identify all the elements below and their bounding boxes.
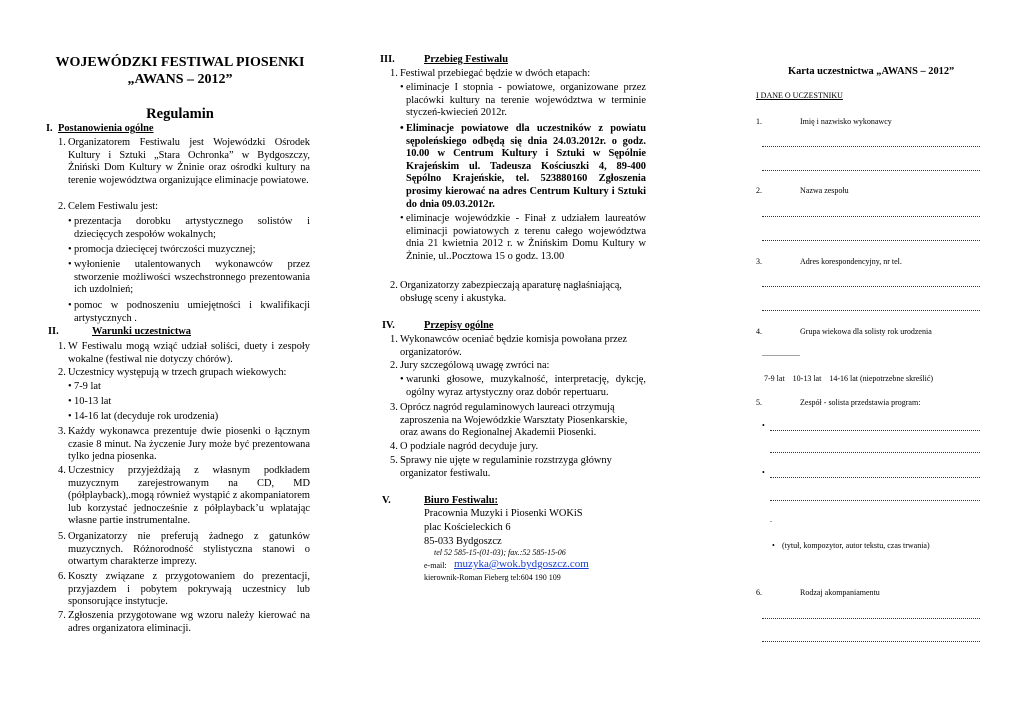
field-label-address: Adres korespondencyjny, nr tel. [800,257,902,266]
festival-title-year: „AWANS – 2012” [127,72,233,87]
list-item: Każdy wykonawca prezentuje dwie piosenki o łącznym czasie 8 minut. Na życzenie Jury może być prezentowana tylko jedna piosenka. [68,426,310,463]
program-input-line-1[interactable] [770,430,980,431]
band-input-line-2[interactable] [762,240,980,241]
list-item: Celem Festiwalu jest: [68,201,159,212]
bullet-item: • warunki głosowe, muzykalność, interpretację, dykcję, ogólny wyraz artystyczny oraz dobór repertuaru. [406,374,646,399]
age-group-item: • 14-16 lat (decyduje rok urodzenia) [74,411,310,424]
section-title: Przebieg Festiwalu [424,54,508,65]
bullet-item: • eliminacje wojewódzkie - Finał z udziałem laureatów eliminacji powiatowych z terenu całego województwa dnia 21 kwietnia 2012 r. w Żnińskim Domu Kultury w Żninie, ul..Pocztowa 15 o godz. 13.00 [406,213,646,263]
list-item: Zgłoszenia przygotowane wg wzoru należy kierować na adres organizatora eliminacji. [68,610,310,634]
office-city: 85-033 Bydgoszcz [424,536,502,547]
age-group-item: • 7-9 lat [74,381,310,394]
program-input-line-3[interactable] [770,477,980,478]
bullet-item: • eliminacje I stopnia - powiatowe, organizowane przez placówki kultury na terenie województwa w terminie styczeń-kwiecień 2012r. [406,82,646,120]
field-number: 1. [756,117,762,126]
program-hint: (tytuł, kompozytor, autor tekstu, czas trwania) [782,541,930,550]
bullet-item: • prezentacja dorobku artystycznego solistów i dziecięcych zespołów wokalnych; [74,216,310,241]
field-label-band: Nazwa zespołu [800,186,849,195]
office-manager: kierownik-Roman Fieberg tel:604 190 109 [424,573,561,582]
list-item: Organizatorzy zabezpieczają aparaturę nagłaśniającą, obsługę sceny i akustyka. [400,280,622,304]
section-number: IV. [382,320,395,331]
field-label-accompaniment: Rodzaj akompaniamentu [800,588,880,597]
office-street: plac Kościeleckich 6 [424,522,511,533]
list-item: Organizatorem Festiwalu jest Wojewódzki Ośrodek Kultury i Sztuki „Stara Ochronka” w Bydgoszczy, Żniński Dom Kultury w Żninie oraz ośrodki kultury na terenie województwa organizujące eliminacje powiatowe. [68,137,310,186]
field-number: 4. [756,327,762,336]
bullet-icon: • [762,421,765,430]
section-title: Przepisy ogólne [424,320,494,331]
bullet-item-highlight: • Eliminacje powiatowe dla uczestników z powiatu sępoleńskiego odbędą się dnia 24.03.2012r. o godz. 10.00 w Centrum Kultury i Sztuki w Sępólnie Krajeńskim ul. Tadeusza Kościuszki 4, 89-400 Sępólno Krajeńskie, tel. 523880160 Zgłoszenia prosimy kierować na adres Centrum Kultury i Sztuki do dnia 09.03.2012r. [406,123,646,211]
email-label: e-mail: [424,561,447,570]
name-input-line-2[interactable] [762,170,980,171]
field-number: 5. [756,398,762,407]
list-item: Sprawy nie ujęte w regulaminie rozstrzyga główny organizator festiwalu. [400,455,612,479]
form-section-title: I DANE O UCZESTNIKU [756,91,843,100]
list-item: Oprócz nagród regulaminowych laureaci otrzymują zaproszenia na Wojewódzkie Warsztaty Piosenkarskie, oraz awans do Regionalnej Akademii Piosenki. [400,402,628,439]
field-number: 3. [756,257,762,266]
list-item: Wykonawców oceniać będzie komisja powołana przez organizatorów. [400,334,628,358]
list-item: O podziale nagród decyduje jury. [400,441,539,452]
address-input-line-1[interactable] [762,286,980,287]
age-group-options[interactable]: 7-9 lat 10-13 lat 14-16 lat (niepotrzebne skreślić) [764,374,934,383]
field-number: 2. [756,186,762,195]
section-title: Biuro Festiwalu: [424,495,498,506]
bullet-item: • pomoc w podnoszeniu umiejętności i kwalifikacji artystycznych . [74,300,310,325]
list-item: Uczestnicy występują w trzech grupach wiekowych: [68,367,287,378]
bullet-item: • promocja dziecięcej twórczości muzycznej; [74,244,310,257]
accompaniment-input-line-1[interactable] [762,618,980,619]
field-label-name: Imię i nazwisko wykonawcy [800,117,892,126]
form-title: Karta uczestnictwa „AWANS – 2012” [788,66,955,77]
section-number: I. [46,123,53,134]
list-item: Festiwal przebiegać będzie w dwóch etapach: [400,68,591,79]
bullet-item: • wyłonienie utalentowanych wykonawców przez stworzenie możliwości wszechstronnego prezentowania ich uzdolnień; [74,259,310,297]
section-number: II. [48,326,59,337]
office-phone: tel 52 585-15-(01-03); fax.:52 585-15-06 [434,548,566,557]
list-item: Koszty związane z przygotowaniem do prezentacji, przyjazdem i pobytem pokrywają uczestnicy lub sponsorujące instytucje. [68,571,310,608]
accompaniment-input-line-2[interactable] [762,641,980,642]
list-item: Jury szczególową uwagę zwróci na: [400,360,550,371]
birth-year-input[interactable]: ................... [762,349,800,358]
email-link[interactable]: muzyka@wok.bydgoszcz.com [454,558,589,570]
festival-title: WOJEWÓDZKI FESTIWAL PIOSENKI [55,55,305,70]
field-label-age-group: Grupa wiekowa dla solisty rok urodzenia [800,327,932,336]
section-title: Postanowienia ogólne [58,123,154,134]
program-input-line-2[interactable] [770,452,980,453]
section-number: V. [382,495,391,506]
field-label-program: Zespół - solista przedstawia program: [800,398,921,407]
period-mark: . [770,515,772,524]
age-group-item: • 10-13 lat [74,396,310,409]
section-title: Warunki uczestnictwa [92,326,191,337]
name-input-line-1[interactable] [762,146,980,147]
section-number: III. [380,54,395,65]
list-item: Organizatorzy nie preferują żadnego z gatunków muzycznych. Różnorodność stylistyczna stanowi o otwartym charakterze imprezy. [68,531,310,568]
list-item: W Festiwalu mogą wziąć udział soliści, duety i zespoły wokalne (festiwal nie dotyczy chórów). [68,341,310,365]
field-number: 6. [756,588,762,597]
regulations-heading: Regulamin [146,106,214,122]
office-name: Pracownia Muzyki i Piosenki WOKiS [424,508,583,519]
bullet-icon: • [762,468,765,477]
list-item: Uczestnicy przyjeżdżają z własnym podkładem muzycznym zarejestrowanym na CD, MD (półplayback),.mogą również wystąpić z akompaniatorem lub korzystać jednocześnie z półplayback’u wplatając własne partie instrumentalne. [68,465,310,527]
address-input-line-2[interactable] [762,310,980,311]
program-input-line-4[interactable] [770,500,980,501]
bullet-icon: • [772,541,775,550]
band-input-line-1[interactable] [762,216,980,217]
